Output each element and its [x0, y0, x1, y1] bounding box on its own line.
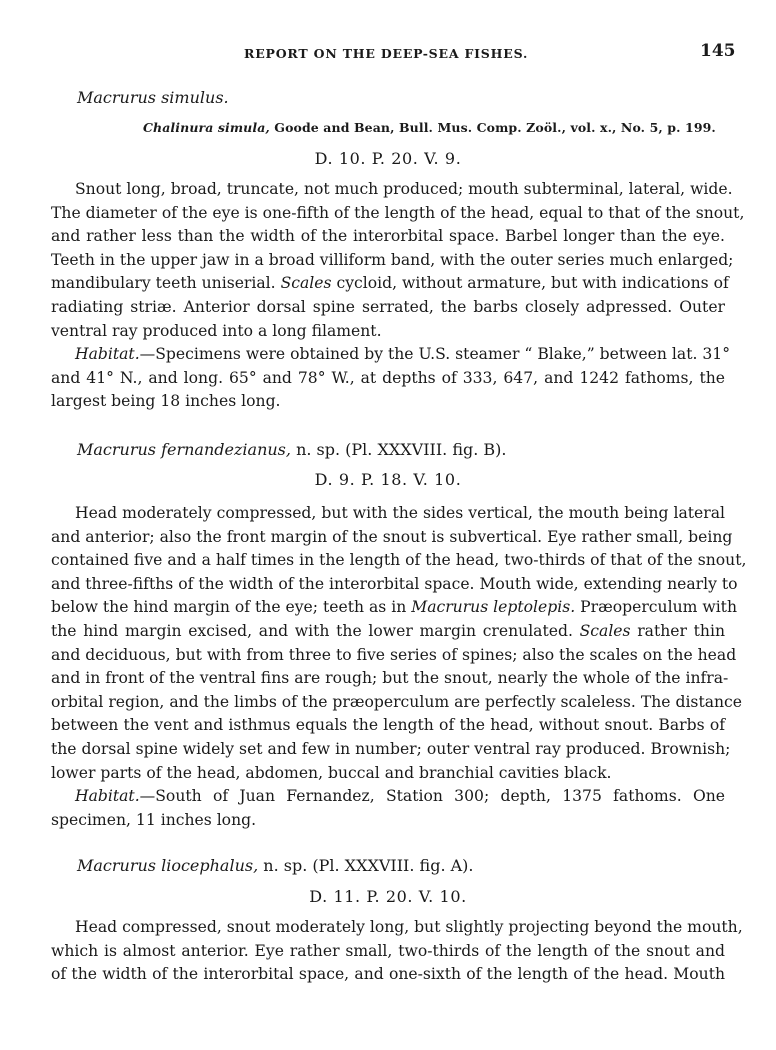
text-line: and three-fifths of the width of the interorbital space. Mouth wide, extending nearly to	[51, 574, 738, 593]
text-line: Head moderately compressed, but with the sides vertical, the mouth being lateral	[75, 504, 725, 522]
fin-formula: D. 9. P. 18. V. 10.	[314, 470, 462, 489]
scales-label: Scales	[280, 274, 332, 293]
species-heading-simulus	[77, 88, 229, 107]
description-simulus	[51, 178, 745, 414]
running-head: REPORT ON THE DEEP-SEA FISHES.	[244, 46, 529, 61]
text-line: Teeth in the upper jaw in a broad villiform band, with the outer series much enlarged;	[51, 250, 734, 269]
scales-label: Scales	[579, 621, 631, 640]
fin-formula: D. 11. P. 20. V. 10.	[309, 887, 467, 906]
text-line: orbital region, and the limbs of the præoperculum are perfectly scaleless. The distance	[51, 692, 743, 711]
text-line: below the hind margin of the eye; teeth as in Macrurus leptolepis. Præoperculum with	[51, 598, 737, 617]
text-line: Snout long, broad, truncate, not much produced; mouth subterminal, lateral, wide.	[75, 180, 733, 198]
habitat-line: Habitat.—South of Juan Fernandez, Station 300; depth, 1375 fathoms. One	[75, 787, 725, 806]
habitat-label: Habitat.	[75, 345, 140, 364]
text-line: specimen, 11 inches long.	[51, 810, 257, 829]
text-line: which is almost anterior. Eye rather small, two-thirds of the length of the snout and	[51, 941, 725, 960]
page-number: 145	[700, 41, 736, 61]
text-line: ventral ray produced into a long filament.	[51, 321, 382, 340]
text-line: Head compressed, snout moderately long, but slightly projecting beyond the mouth,	[75, 918, 743, 936]
species-name: Macrurus simulus.	[77, 88, 229, 107]
species-plate-ref: n. sp. (Pl. XXXVIII. fig. B).	[290, 440, 507, 459]
species-name: Macrurus fernandezianus,	[77, 440, 291, 459]
text-line: largest being 18 inches long.	[51, 392, 281, 411]
species-heading-fernandezianus	[77, 440, 507, 459]
habitat-label: Habitat.	[75, 787, 140, 806]
description-fernandezianus	[51, 502, 747, 832]
habitat-line: Habitat.—Specimens were obtained by the U.S. steamer “ Blake,” between lat. 31°	[75, 345, 731, 364]
text-line: and rather less than the width of the interorbital space. Barbel longer than the eye.	[51, 227, 725, 246]
text-line: and 41° N., and long. 65° and 78° W., at depths of 333, 647, and 1242 fathoms, the	[51, 368, 725, 387]
text-line: and anterior; also the front margin of the snout is subvertical. Eye rather small, being	[51, 527, 733, 546]
description-liocephalus	[51, 916, 743, 987]
synonym-reference	[143, 120, 716, 135]
fin-formula: D. 10. P. 20. V. 9.	[314, 149, 462, 168]
text-line: the dorsal spine widely set and few in number; outer ventral ray produced. Brownish;	[51, 739, 731, 758]
species-heading-liocephalus	[77, 856, 474, 875]
text-line: contained five and a half times in the length of the head, two-thirds of that of the snout,	[51, 551, 747, 570]
text-line: mandibulary teeth uniserial. Scales cycloid, without armature, but with indications of	[51, 274, 729, 293]
species-reference: Macrurus leptolepis.	[411, 598, 576, 617]
text-line: lower parts of the head, abdomen, buccal and branchial cavities black.	[51, 763, 612, 782]
text-line: of the width of the interorbital space, and one-sixth of the length of the head. Mouth	[51, 965, 725, 984]
text-line: The diameter of the eye is one-fifth of the length of the head, equal to that of the snout,	[51, 203, 745, 222]
synonym-name: Chalinura simula,	[143, 120, 270, 135]
text-line: radiating striæ. Anterior dorsal spine serrated, the barbs closely adpressed. Outer	[51, 297, 725, 316]
text-line: and in front of the ventral fins are rough; but the snout, nearly the whole of the infra-	[51, 669, 729, 688]
text-line: between the vent and isthmus equals the length of the head, without snout. Barbs of	[51, 716, 725, 735]
text-line: and deciduous, but with from three to five series of spines; also the scales on the head	[51, 645, 737, 664]
synonym-citation: Goode and Bean, Bull. Mus. Comp. Zoöl., vol. x., No. 5, p. 199.	[269, 120, 716, 135]
text-line: the hind margin excised, and with the lower margin crenulated. Scales rather thin	[51, 621, 726, 640]
species-plate-ref: n. sp. (Pl. XXXVIII. fig. A).	[258, 856, 474, 875]
species-name: Macrurus liocephalus,	[77, 856, 259, 875]
